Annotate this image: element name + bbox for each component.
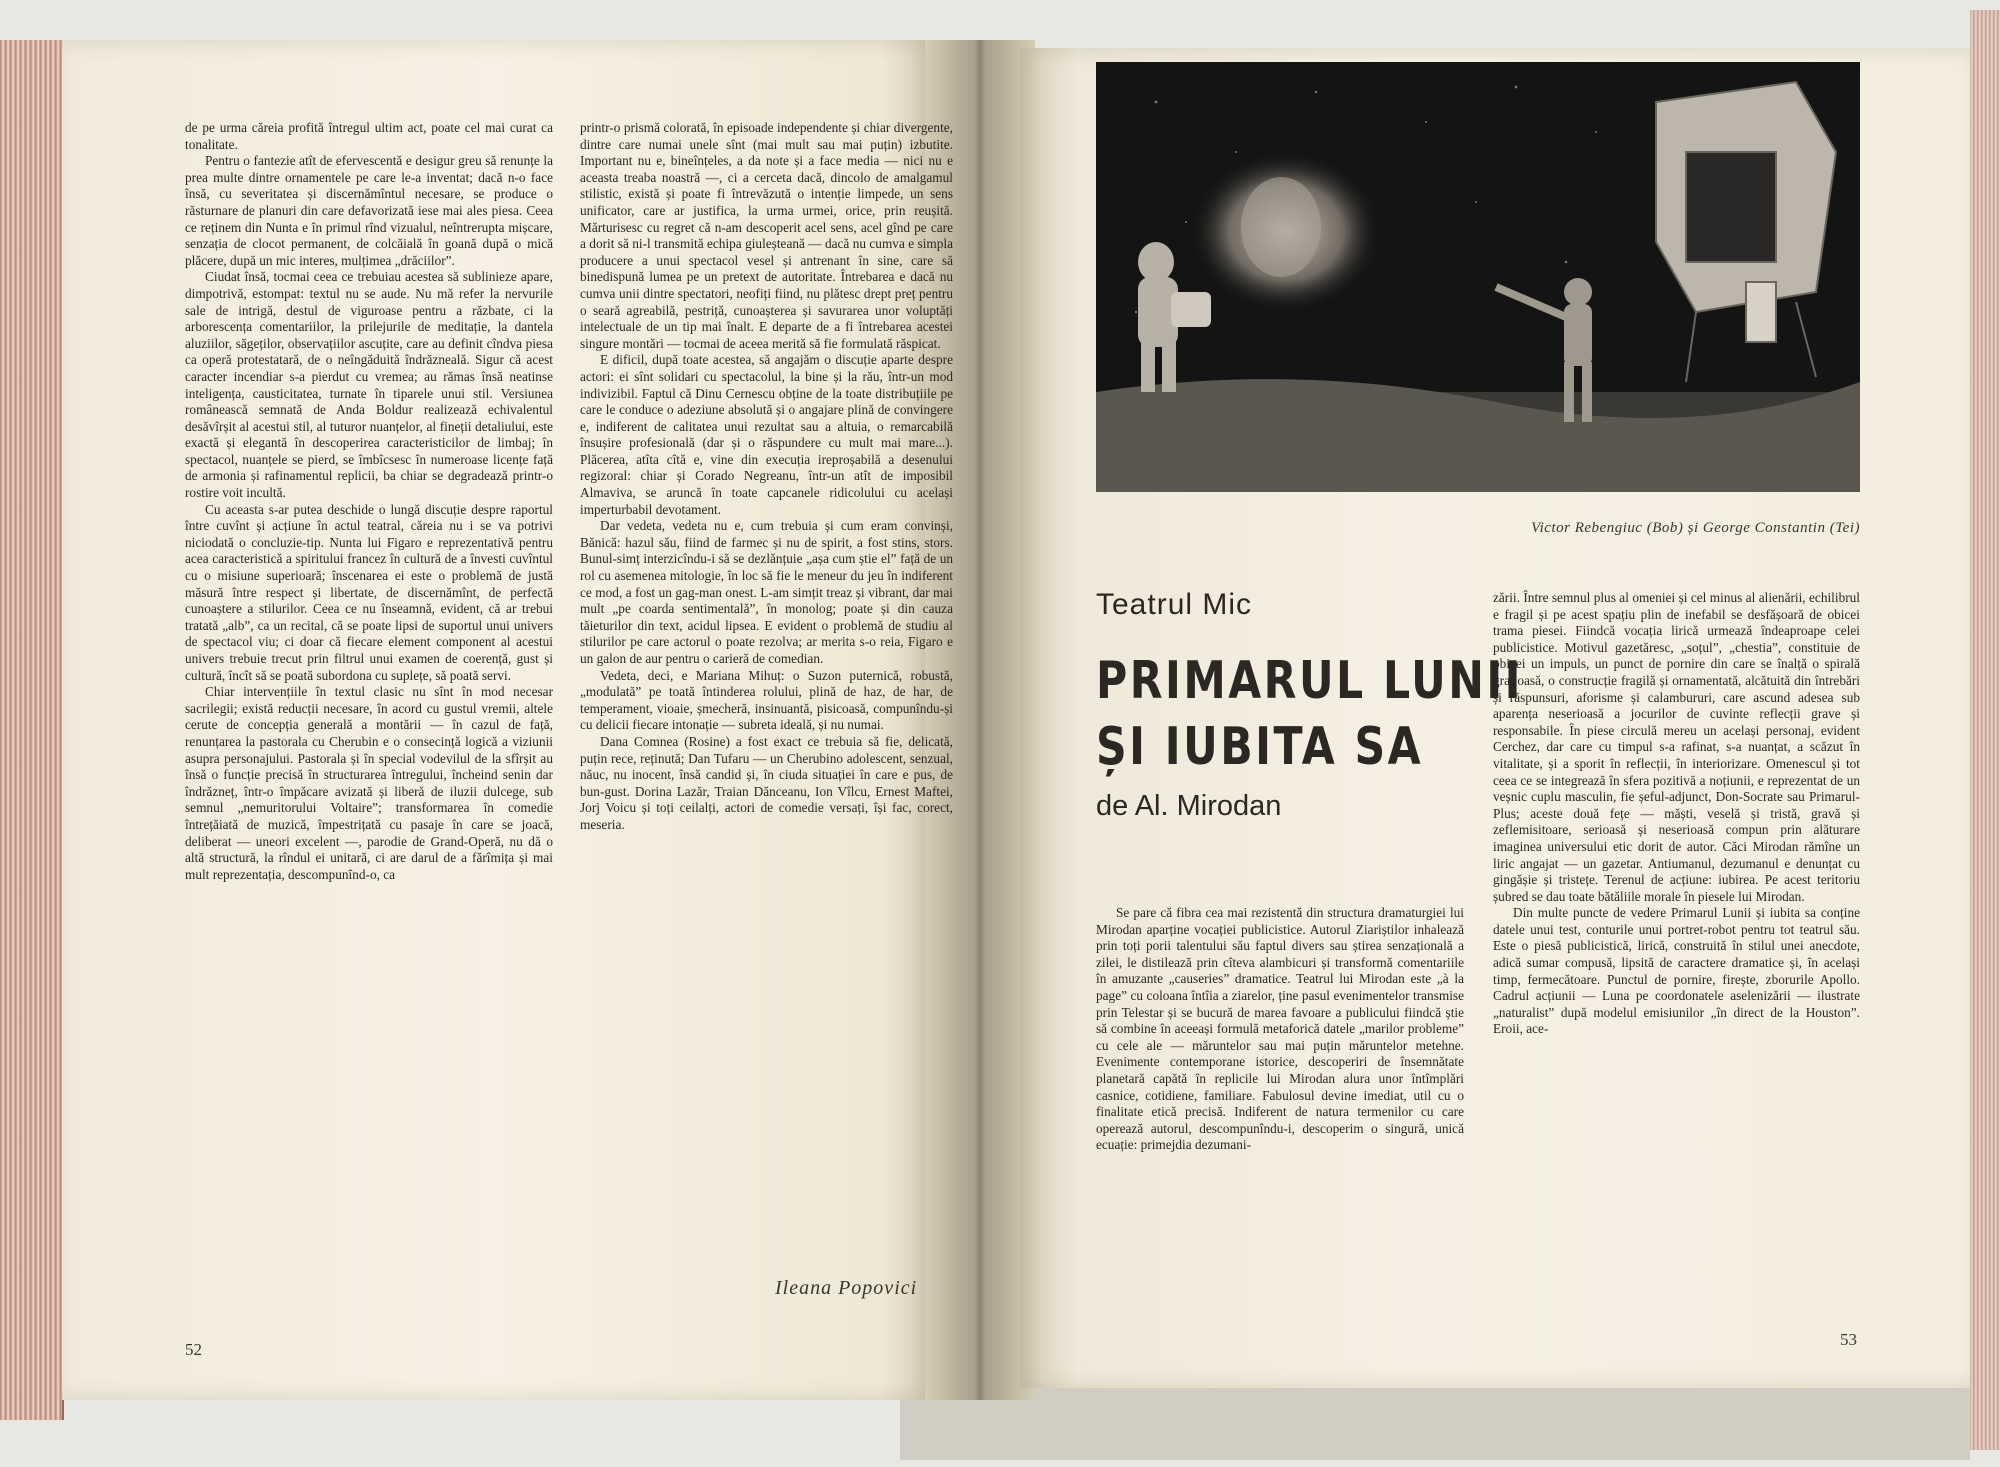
paragraph: Chiar intervențiile în textul clasic nu sînt în mod necesar sacrilegii; există reducții necesare, în acord cu gustul vremii, altele cerute de concepția generală a montării — în cazul de față, renunțarea la pastorala cu Cherubin e o consecință logică a viziunii asupra personajului. Pastorala și în special vodevilul de la sfîrșit au însă o funcție precisă în structurarea întregului, încheind senin dar îndrăzneț, într-o împăcare avizată și liberă de iluzii dulcege, sub semnul „nemuritorului Voltaire”; transformarea în comedie întrețăiată de muzică, împestrițată cu pasaje în care se joacă, deliberat — uneori excelent —, parodie de Grand-Operă, nu dă o altă structură, la rîndul ei unitară, ci are darul de a fărîmița și mai mult reprezentația, descompunînd-o, ca <box>185 684 553 882</box>
paragraph: Pentru o fantezie atît de efervescentă e desigur greu să renunțe la prea multe dintre ornamentele pe care le-a inventat; dacă n-o face însă, cu severitatea și discernămîntul necesare, se produce o răsturnare de planuri din care defavorizată iese mai ales piesa. Ceea ce reținem din Nunta e în primul rînd vizualul, neîntrerupta mișcare, senzația de clocot permanent, de colcăială în goană după o mică plăcere, după un mic interes, mulțimea „drăciilor”. <box>185 153 553 268</box>
paragraph: Dar vedeta, vedeta nu e, cum trebuia și cum eram convinși, Bănică: hazul său, fiind de farmec și nu de spirit, a fost stins, stors. Bunul-simț interzicîndu-i să se dezlănțuie „așa cum știe el” față de un rol cu asemenea mitologie, în loc să fie le meneur du jeu în indiferent ce mod, a fost un gag-man onest. L-am simțit treaz și vibrant, dar mai mult „pe coarda sentimentală”, în monolog; poate și din cauza tăieturilor din text, acidul lipsea. E evident o problemă de studiu al stilurilor pe care actorul o poate rezolva; ar merita s-o reia, Figaro e un galon de aur pentru o carieră de comedian. <box>580 518 953 666</box>
play-title-line-2: ȘI IUBITA SA <box>1096 717 1424 777</box>
paragraph: Din multe puncte de vedere Primarul Lunii și iubita sa conține datele unui test, conturile unui portret-robot pentru tot teatrul său. Este o piesă publicistică, lirică, construită în stilul unei anecdote, adică sumar compusă, lipsită de caractere dramatice și, în același timp, fermecătoare. Punctul de pornire, firește, zborurile Apollo. Cadrul acțiunii — Luna pe coordonatele aselenizării — ilustrate „naturalist” după modelul emisiunilor „în direct de la Houston”. Eroii, ace- <box>1493 905 1860 1037</box>
page-number-right: 53 <box>1840 1330 1857 1349</box>
paragraph: Se pare că fibra cea mai rezistentă din structura dramaturgiei lui Mirodan aparține vocației publicistice. Autorul Ziariștilor inhalează prin toți porii talentului său faptul divers sau știrea senzațională a zilei, le distilează prin cîteva alambicuri și transformă comentariile în amuzante „causeries” dramatice. Teatrul lui Mirodan este „à la page” cu coloana întîia a ziarelor, ține pasul evenimentelor transmise prin Telestar și se bucură de marea favoare a publicului fiindcă știe să combine în aceeași formulă metaforică datele „marilor probleme” cu cele ale — măruntelor sau mai puțin măruntelor metehne. Evenimente contemporane istorice, descoperiri de însemnătate planetară capătă în replicile lui Mirodan alura unor întîmplări casnice, cotidiene, familiare. Fabulosul devine imediat, util cu o finalitate etică precisă. Indiferent de natura termenilor cu care operează autorul, descompunîndu-i, descoperim o singură, unică ecuație: primejdia dezumani- <box>1096 905 1464 1153</box>
article-signature: Ileana Popovici <box>775 1277 918 1299</box>
paragraph: zării. Între semnul plus al omeniei și cel minus al alienării, echilibrul e fragil și pe acest spațiu plin de inefabil se desfășoară de obicei trama piesei. Fiindcă vocația lirică urmează îndeaproape celei publicistice. Motivul gazetăresc, „soțul”, „chestia”, constituie de obicei un impuls, un punct de pornire din care se înalță o spirală grațioasă, o construcție fragilă și ornamentată, alcătuită din întrebări și răspunsuri, aforisme și calambururi, care ascund adesea sub aparența neserioasă a jocurilor de cuvinte reflecții grave și responsabile. În piese circulă mereu un același personaj, evident Cerchez, dar care cu timpul s-a rafinat, s-a nuanțat, a scăzut în vitalitate, și a sporit în reflecții, în interiorizare. Omenescul și tot ceea ce se integrează în sfera pozitivă a noțiunii, e reprezentat de un veșnic cuplu masculin, fie șeful-adjunct, Don-Socrate sau Primarul-Plus; aceste două fețe — măști, veselă și tristă, gravă și zeflemisitoare, serioasă și neserioasă compun prin alăturare imaginea universului etic dorit de autor. Căci Mirodan rămîne un liric angajat — un gazetar. Antiumanul, dezumanul e denunțat cu gingășie și tristețe. Terenul de acțiune: iubirea. Pe acest teritoriu șubred se dau toate bătăliile morale în piesele lui Mirodan. <box>1493 590 1860 904</box>
page-number-left: 52 <box>185 1340 202 1359</box>
paragraph: printr-o prismă colorată, în episoade independente și chiar divergente, dintre care numai unele sînt (mai mult sau mai puțin) izbutite. Important nu e, bineînțeles, a da note și a face media — nici nu e aceasta treaba noastră —, ci a cerceta dacă, dincolo de amalgamul stilistic, există și poate fi întrevăzută o intenție limpede, un sens unificator, care ar justifica, la urma urmei, orice, prin reușită. Mărturisesc cu regret că n-am descoperit acel sens, acel gînd pe care a dorit să ni-l transmită echipa giuleșteană — dacă nu cumva e simpla producere a unui spectacol vesel și antrenant în sine, care să binedispună lumea pe un pretext de autoritate. Întrebarea e dacă nu cumva unii dintre spectatori, neofiți fiind, nu plătesc drept preț pentru o seară agreabilă, pestriță, cunoașterea și savurarea unor voluptăți intelectuale de un tip mai înalt. E departe de a fi întrebarea acestei singure montări — tocmai de aceea merită să fie formulată răspicat. <box>580 120 953 351</box>
play-title <box>1096 648 1523 780</box>
paragraph: E dificil, după toate acestea, să angajăm o discuție aparte despre actori: ei sînt solidari cu spectacolul, la bine și la rău, într-un mod indivizibil. Faptul că Dinu Cernescu obține de la toate distribuțiile pe care le conduce o adeziune absolută și o angajare plină de convingere e, indiferent de calitatea unui rezultat sau a altuia, o remarcabilă însușire profesională (dar și o răspundere cu mult mai mare...). Plăcerea, atîta cîtă e, vine din execuția ireproșabilă a desenului regizoral: chiar și Corado Negreanu, într-un atît de imposibil Almaviva, se aruncă în toate capcanele ridicolului cu același imperturbabil devotament. <box>580 352 953 517</box>
photo-caption: Victor Rebengiuc (Bob) și George Constantin (Tei) <box>1531 520 1860 536</box>
paragraph: Cu aceasta s-ar putea deschide o lungă discuție despre raportul între cuvînt și acțiune în actul teatral, căreia nu i se va potrivi niciodată o concluzie-tip. Nunta lui Figaro e reprezentativă pentru acea caracteristică a spiritului francez în cultură de a învesti cuvîntul cu o misiune superioară; înscenarea ei este o problemă de justă măsură între respect și libertate, de discernămînt, de perfectă cunoaștere a stilurilor. Ceea ce nu înseamnă, evident, că ar trebui tratată „alb”, ca un recital, că se poate lipsi de suportul unui univers de spectacol viu; ci doar că fiecare element component al acestui univers trebuie trecut prin filtrul unui examen de coerență, gust și cultură, încît să se poată subordona cu suplețe, să poată servi. <box>185 501 553 683</box>
book-page-edges-right <box>1970 10 2000 1450</box>
paragraph: Dana Comnea (Rosine) a fost exact ce trebuia să fie, delicată, puțin rece, reținută; Dan Tufaru — un Cherubino adolescent, senzual, năuc, nu inocent, însă candid și, în ciuda situației în care e pus, de bun-gust. Dorina Lazăr, Traian Dănceanu, Ion Vîlcu, Ernest Maftei, Jorj Voicu și toți ceilalți, actori de comedie versați, își fac, corect, meseria. <box>580 733 953 832</box>
book-page-edges-left <box>0 40 64 1420</box>
left-page-column-1 <box>185 120 553 1315</box>
stage-photo <box>1096 62 1860 492</box>
theatre-name: Teatrul Mic <box>1096 588 1253 621</box>
play-title-line-1: PRIMARUL LUNII <box>1096 651 1523 711</box>
stage-photo-image <box>1096 62 1860 492</box>
paragraph: de pe urma căreia profită întregul ultim act, poate cel mai curat ca tonalitate. <box>185 120 553 152</box>
right-page-column-2 <box>1493 590 1860 1296</box>
left-page-column-2 <box>580 120 953 1265</box>
play-author: de Al. Mirodan <box>1096 790 1282 822</box>
book-cover-bottom <box>900 1380 1970 1460</box>
paragraph: Vedeta, deci, e Mariana Mihuț: o Suzon puternică, robustă, „modulată” pe toată întinderea rolului, plină de haz, de har, de temperament, vioaie, șmecheră, insinuantă, pisicoasă, compunîndu-și cu delicii fiecare intonație — subreta ideală, și nu numai. <box>580 667 953 733</box>
paragraph: Ciudat însă, tocmai ceea ce trebuiau acestea să sublinieze apare, dimpotrivă, estompat: textul nu se aude. Nu mă refer la nervurile sale de intrigă, destul de viguroase pentru a răzbate, ci la arborescența comentariilor, la prilejurile de meditație, la dantela aluziilor, săgeților, observațiilor ascuțite, care au definit cîndva piesa ca operă protestatară, de o neîngăduită îndrăzneală. Sigur că acest caracter incendiar s-a pierdut cu vremea; au rămas însă neatinse inteligența, causticitatea, turnate în tiparele unui stil. Versiunea românească semnată de Anda Boldur realizează echivalentul desăvîrșit al acestui stil, al tuturor nuanțelor, al fineții detaliului, este exactă și elegantă în descoperirea caracteristicilor de limbaj; în spectacol, nuanțele se pierd, se îmbîcsesc în numeroase licențe față de armonia și rafinamentul replicii, ba chiar se degradează printr-o rostire voit incultă. <box>185 269 553 501</box>
right-page-column-1 <box>1096 905 1464 1295</box>
